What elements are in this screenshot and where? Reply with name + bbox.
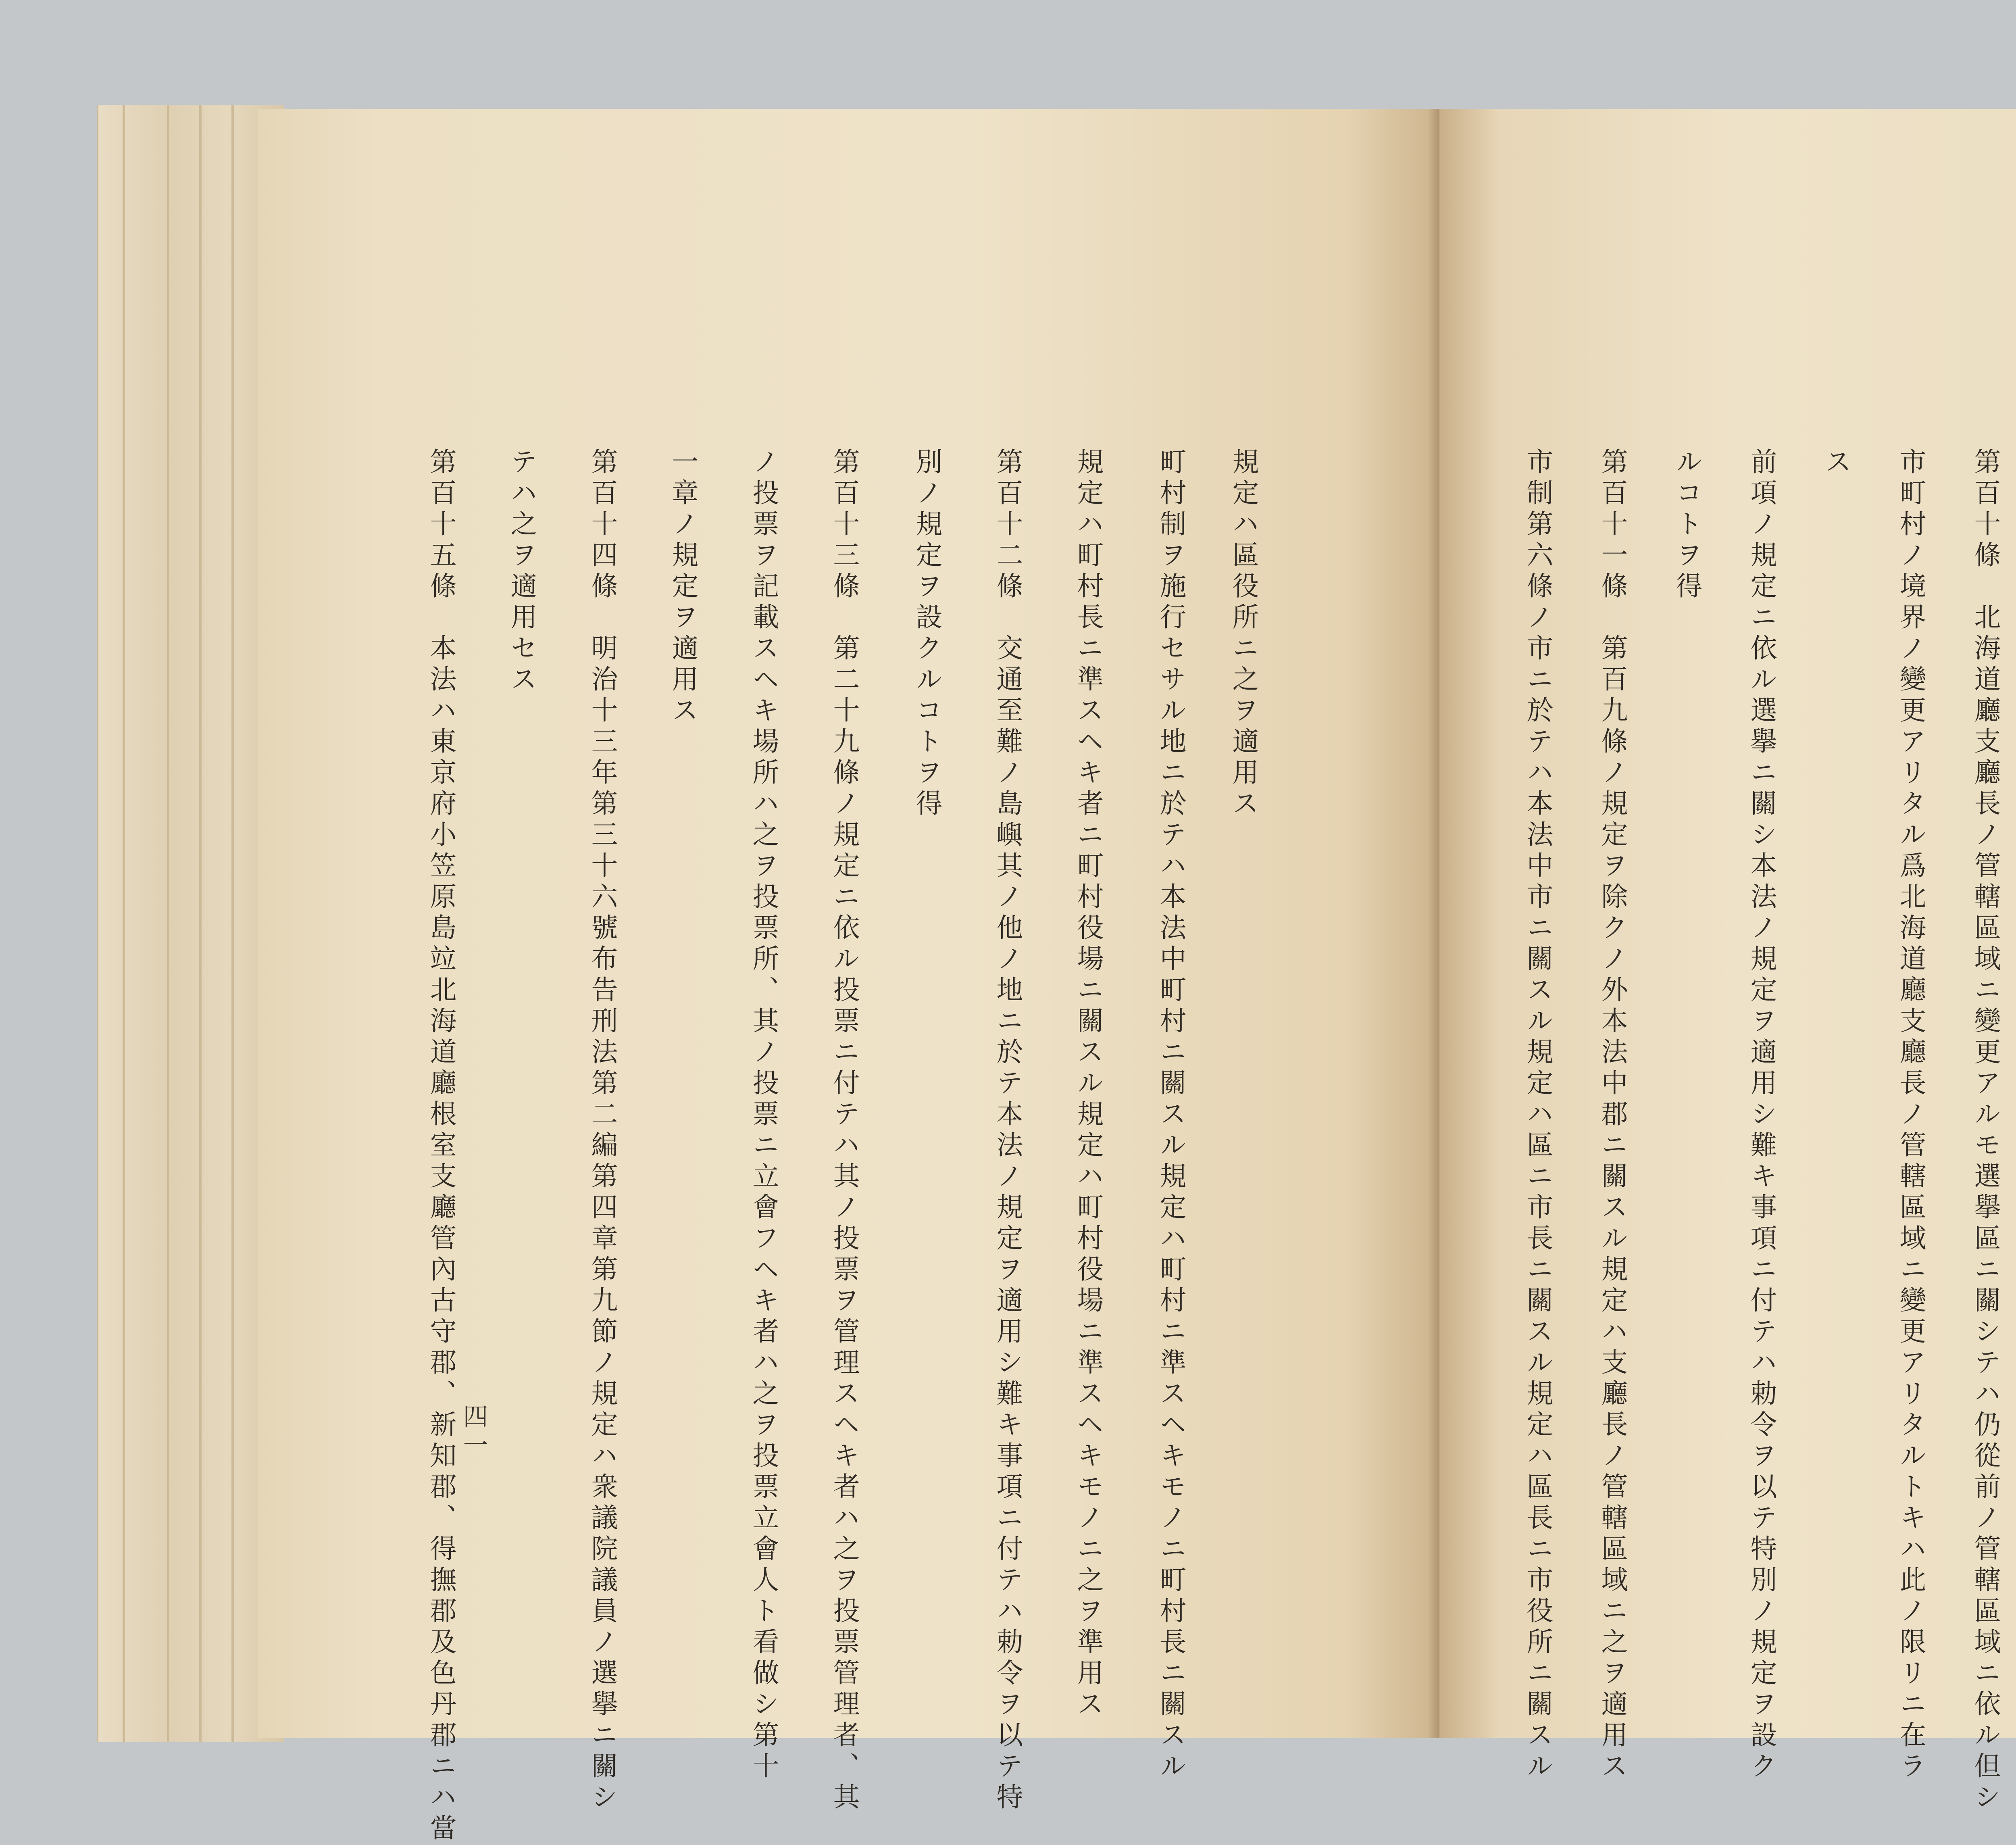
text-line: 第百十三條 第二十九條ノ規定ニ依ル投票ニ付テハ其ノ投票ヲ管理スヘキ者ハ之ヲ投票管理者、其 (829, 448, 860, 1814)
text-line: 町村制ヲ施行セサル地ニ於テハ本法中町村ニ關スル規定ハ町村ニ準スヘキモノニ町村長ニ關スル (1155, 448, 1186, 1783)
text-line: ノ投票ヲ記載スヘキ場所ハ之ヲ投票所、其ノ投票ニ立會フヘキ者ハ之ヲ投票立會人ト看做シ第十 (748, 448, 779, 1783)
text-line: テハ之ヲ適用セス (506, 448, 537, 696)
open-book (97, 93, 2016, 1845)
text-line: 規定ハ區役所ニ之ヲ適用ス (1228, 448, 1259, 820)
text-line: 市制第六條ノ市ニ於テハ本法中市ニ關スル規定ハ區ニ市長ニ關スル規定ハ區長ニ市役所ニ關スル (1522, 448, 1553, 1783)
text-line: 市町村ノ境界ノ變更アリタル爲北海道廳支廳長ノ管轄區域ニ變更アリタルトキハ此ノ限リニ在ラ (1895, 448, 1926, 1783)
text-line: 一章ノ規定ヲ適用ス (667, 448, 698, 727)
text-line: 別ノ規定ヲ設クルコトヲ得 (911, 448, 942, 820)
left-page (258, 109, 1439, 1845)
text-line: 第百十四條 明治十三年第三十六號布告刑法第二編第四章第九節ノ規定ハ衆議院議員ノ選擧ニ關シ (587, 448, 618, 1814)
text-line: 第百十五條 本法ハ東京府小笠原島竝北海道廳根室支廳管內古守郡、新知郡、得撫郡及色丹郡ニハ當 (425, 448, 456, 1845)
text-line: 前項ノ規定ニ依ル選擧ニ關シ本法ノ規定ヲ適用シ難キ事項ニ付テハ勅令ヲ以テ特別ノ規定ヲ設ク (1746, 448, 1777, 1783)
right-page (1439, 109, 2016, 1814)
text-line: 第百十一條 第百九條ノ規定ヲ除クノ外本法中郡ニ關スル規定ハ支廳長ノ管轄區域ニ之ヲ適用ス (1597, 448, 1628, 1783)
page-number: 四一 (459, 1403, 488, 1460)
text-line: ルコトヲ得 (1671, 448, 1702, 603)
text-line: 規定ハ町村長ニ準スヘキ者ニ町村役場ニ關スル規定ハ町村役場ニ準スヘキモノニ之ヲ準用ス (1073, 448, 1104, 1721)
page-block-left-edge (97, 105, 284, 1742)
text-line: ス (1820, 448, 1851, 479)
text-line: 第百十二條 交通至難ノ島嶼其ノ他ノ地ニ於テ本法ノ規定ヲ適用シ難キ事項ニ付テハ勅令ヲ以テ特 (992, 448, 1023, 1814)
text-line: 第百十條 北海道廳支廳長ノ管轄區域ニ變更アルモ選擧區ニ關シテハ仍從前ノ管轄區域ニ依ル但シ (1970, 448, 2001, 1814)
